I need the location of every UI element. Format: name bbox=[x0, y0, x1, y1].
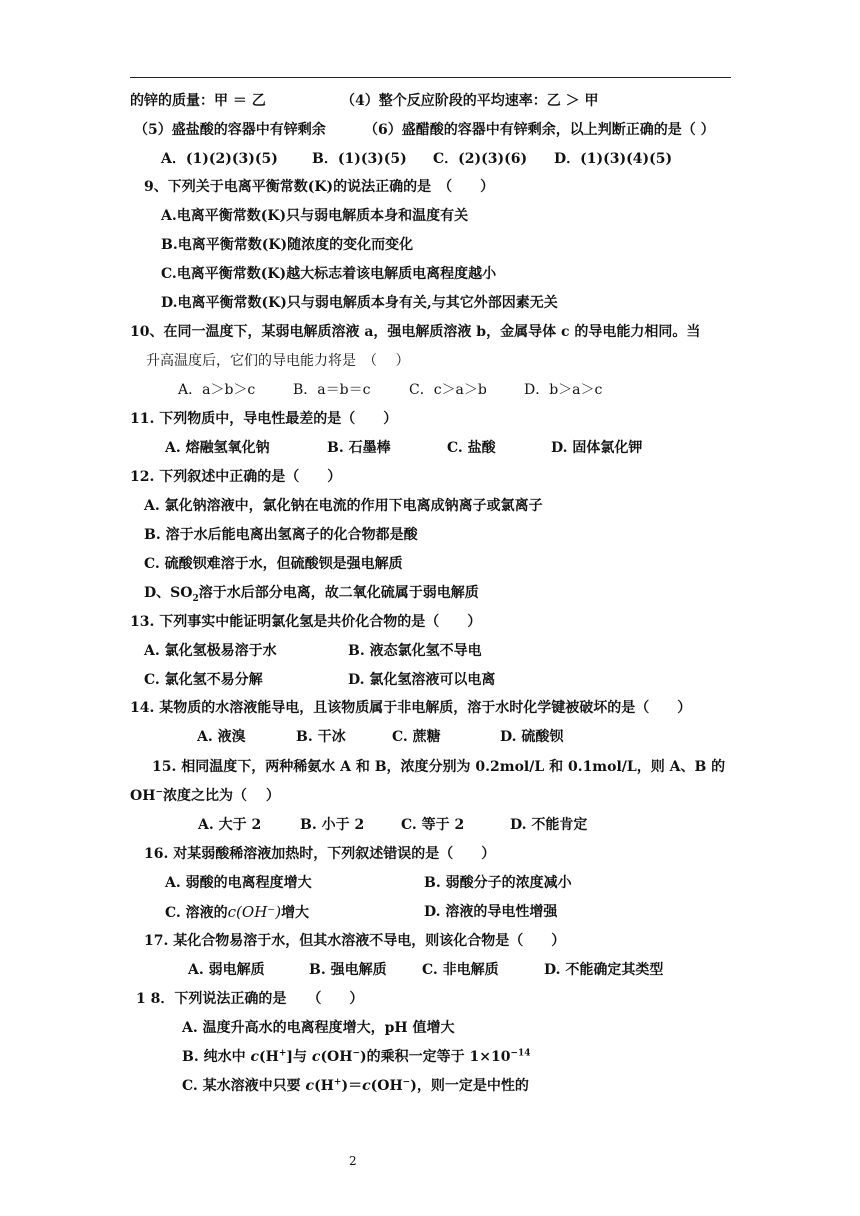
q14-option-c: C. 蔗糖 bbox=[392, 729, 441, 745]
q15-option-a: A. 大于 2 bbox=[198, 817, 262, 833]
q13-option-b: B. 液态氯化氢不导电 bbox=[348, 643, 482, 659]
q16-option-c: C. 溶液的c(OH⁻)增大 bbox=[165, 903, 310, 921]
q17-option-d: D. 不能确定其类型 bbox=[544, 962, 664, 978]
c-oh-formula: c(OH⁻) bbox=[227, 903, 282, 921]
q13-option-d: D. 氯化氢溶液可以电离 bbox=[348, 672, 496, 688]
q8-option-c: C．(2)(3)(6) bbox=[433, 151, 528, 167]
q11-option-c: C. 盐酸 bbox=[447, 440, 496, 456]
q14-option-d: D. 硫酸钡 bbox=[500, 729, 564, 745]
q15-stem-line2: OH−浓度之比为（ ） bbox=[130, 787, 280, 804]
q9-option-c: C.电离平衡常数(K)越大标志着该电解质电离程度越小 bbox=[161, 266, 497, 282]
q8-option-a: A．(1)(2)(3)(5) bbox=[161, 151, 278, 167]
q14-option-a: A. 液溴 bbox=[197, 729, 246, 745]
q15-option-b: B. 小于 2 bbox=[300, 817, 365, 833]
q10-stem-line1: 10、在同一温度下，某弱电解质溶液 a，强电解质溶液 b，金属导体 c 的导电能力相同。当 bbox=[130, 324, 701, 340]
q11-stem: 11. 下列物质中，导电性最差的是（ ） bbox=[130, 411, 398, 427]
q11-option-d: D. 固体氯化钾 bbox=[551, 440, 643, 456]
q17-option-b: B. 强电解质 bbox=[309, 962, 387, 978]
q11-option-b: B. 石墨棒 bbox=[327, 440, 391, 456]
q15-option-c: C. 等于 2 bbox=[401, 817, 465, 833]
q10-option-c: C．c＞a＞b bbox=[409, 382, 487, 398]
q18-option-c: C. 某水溶液中只要 c(H+)＝c(OH−)，则一定是中性的 bbox=[182, 1077, 529, 1094]
q11-option-a: A. 熔融氢氧化钠 bbox=[165, 440, 270, 456]
q8-line2a: （5）盛盐酸的容器中有锌剩余 bbox=[134, 122, 326, 138]
q13-option-a: A. 氯化氢极易溶于水 bbox=[144, 643, 277, 659]
q17-stem: 17. 某化合物易溶于水，但其水溶液不导电，则该化合物是（ ） bbox=[144, 933, 566, 949]
q8-option-d: D．(1)(3)(4)(5) bbox=[554, 151, 673, 167]
q10-option-d: D．b＞a＞c bbox=[524, 382, 603, 398]
q18-option-b: B. 纯水中 c(H+]与 c(OH−)的乘积一定等于 $1\times 10^{-14}$ bbox=[182, 1048, 531, 1065]
q8-line2b: （6）盛醋酸的容器中有锌剩余，以上判断正确的是（ ） bbox=[364, 122, 715, 138]
q9-stem: 9、下列关于电离平衡常数(K)的说法正确的是 （ ） bbox=[144, 179, 495, 195]
q16-option-d: D. 溶液的导电性增强 bbox=[424, 904, 558, 920]
q9-option-b: B.电离平衡常数(K)随浓度的变化而变化 bbox=[161, 237, 414, 253]
q13-stem: 13. 下列事实中能证明氯化氢是共价化合物的是（ ） bbox=[130, 614, 482, 630]
header-rule bbox=[130, 77, 731, 78]
q8-line1b: （4）整个反应阶段的平均速率：乙 ＞ 甲 bbox=[341, 93, 599, 109]
q17-option-a: A. 弱电解质 bbox=[188, 962, 265, 978]
q10-option-b: B．a＝b＝c bbox=[293, 382, 371, 398]
q17-option-c: C. 非电解质 bbox=[422, 962, 499, 978]
q10-option-a: A．a＞b＞c bbox=[178, 382, 256, 398]
q8-option-b: B．(1)(3)(5) bbox=[312, 151, 407, 167]
q12-option-d: D、$SO_2$溶于水后部分电离，故二氧化硫属于弱电解质 bbox=[144, 585, 479, 604]
q8-line1a: 的锌的质量：甲 ＝ 乙 bbox=[130, 93, 266, 109]
q9-option-d: D.电离平衡常数(K)只与弱电解质本身有关,与其它外部因素无关 bbox=[161, 295, 558, 311]
q18-option-a: A. 温度升高水的电离程度增大，pH 值增大 bbox=[182, 1020, 455, 1036]
q10-stem-line2: 升高温度后，它们的导电能力将是 （ ） bbox=[146, 353, 410, 369]
q16-option-b: B. 弱酸分子的浓度减小 bbox=[424, 875, 572, 891]
q12-stem: 12. 下列叙述中正确的是（ ） bbox=[130, 469, 342, 485]
q16-option-a: A. 弱酸的电离程度增大 bbox=[165, 875, 312, 891]
q12-option-b: B. 溶于水后能电离出氢离子的化合物都是酸 bbox=[144, 527, 418, 543]
q14-option-b: B. 干冰 bbox=[296, 729, 346, 745]
q16-stem: 16. 对某弱酸稀溶液加热时，下列叙述错误的是（ ） bbox=[144, 846, 496, 862]
q9-option-a: A.电离平衡常数(K)只与弱电解质本身和温度有关 bbox=[161, 208, 469, 224]
q12-option-a: A. 氯化钠溶液中，氯化钠在电流的作用下电离成钠离子或氯离子 bbox=[144, 498, 543, 514]
q13-option-c: C. 氯化氢不易分解 bbox=[144, 672, 263, 688]
q15-option-d: D. 不能肯定 bbox=[510, 817, 588, 833]
q12-option-c: C. 硫酸钡难溶于水，但硫酸钡是强电解质 bbox=[144, 556, 403, 572]
q18-stem: 1 8．下列说法正确的是 （ ） bbox=[136, 991, 364, 1007]
q14-stem: 14. 某物质的水溶液能导电，且该物质属于非电解质，溶于水时化学键被破坏的是（ ） bbox=[130, 700, 692, 716]
page-number: 2 bbox=[349, 1154, 357, 1168]
q15-stem-line1: 15. 相同温度下，两种稀氨水 A 和 B，浓度分别为 0.2mol/L 和 0.1mol/L，则 A、B 的 bbox=[152, 759, 726, 775]
